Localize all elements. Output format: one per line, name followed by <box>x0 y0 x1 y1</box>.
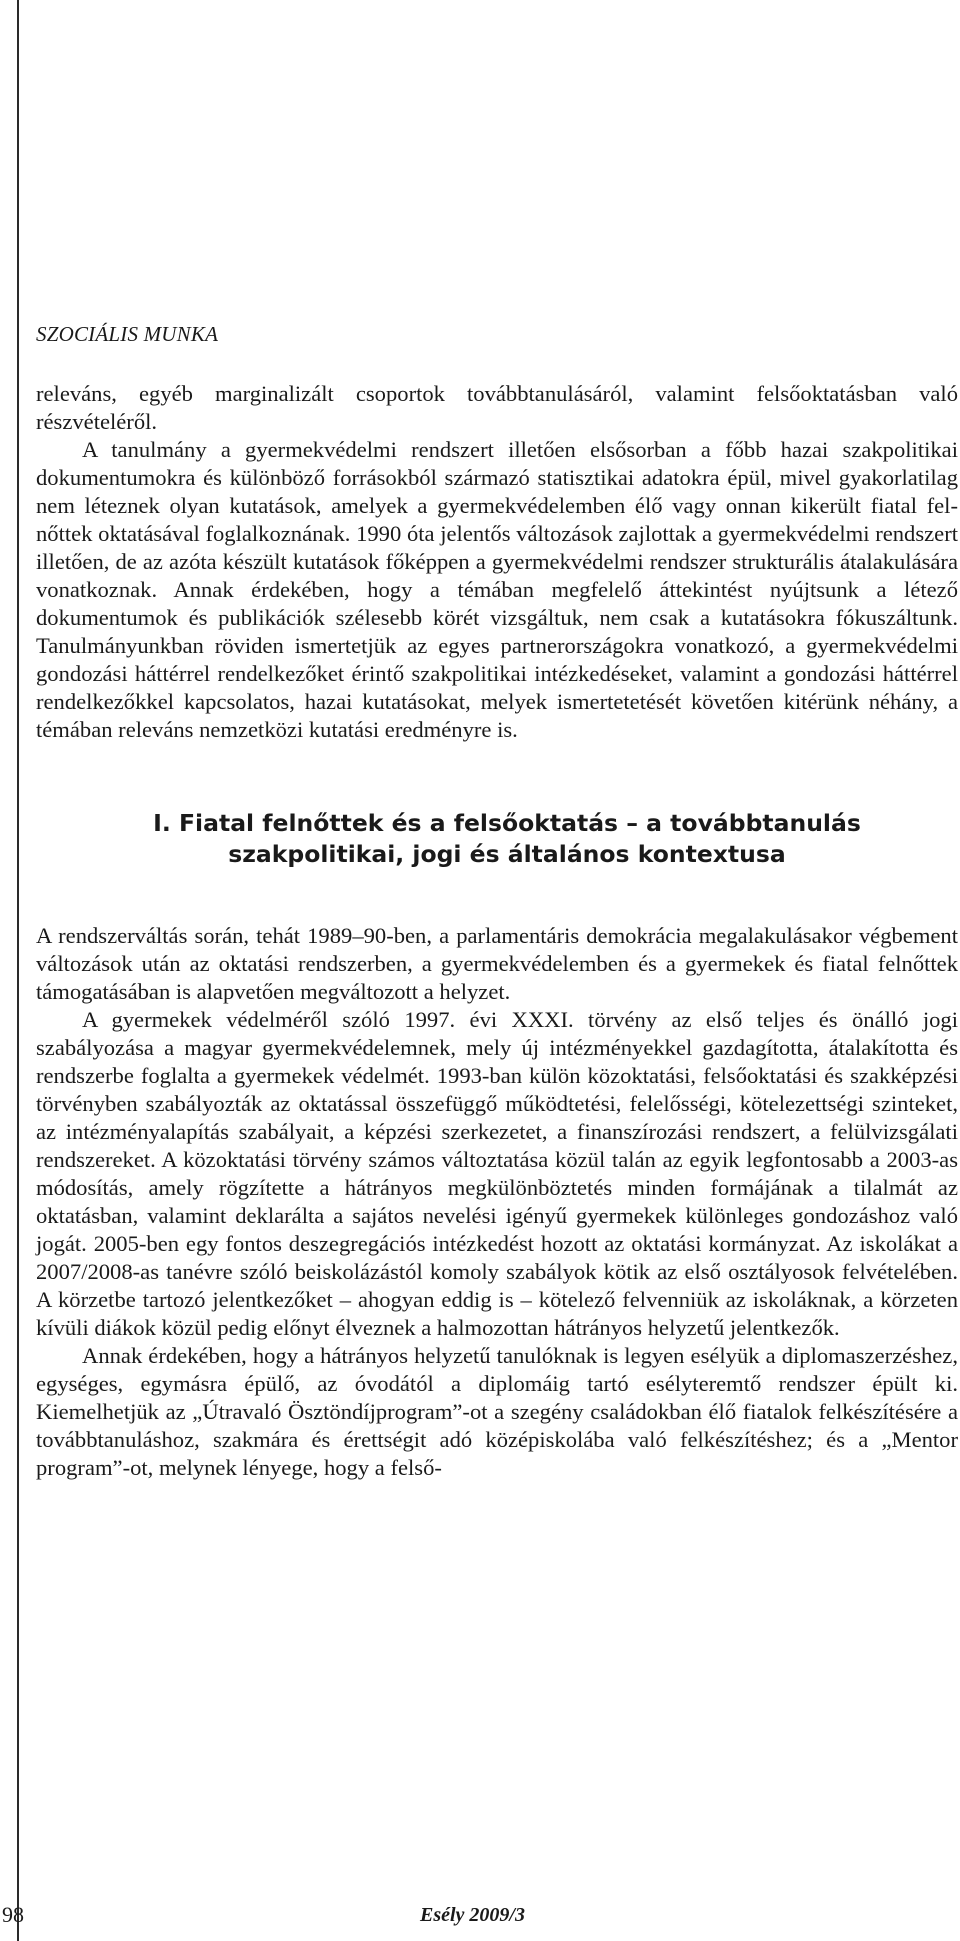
section-heading <box>36 808 958 870</box>
paragraph: Annak érdekében, hogy a hátrányos helyzetű tanulóknak is legyen esélyük a diplomaszerzéshez, egységes, egymásra épülő, az óvodától a diplomáig tartó esélyteremtő rendszer épült ki. Kiemelhetjük az „Útravaló Ösztöndíjprogram”-ot a szegény családokban élő fiatalok felkészítésére a továbbtanuláshoz, szakmára és érettségit adó középiskolába való felkészítéshez; és a „Mentor program”-ot, melynek lényege, hogy a felső- <box>36 1343 958 1480</box>
paragraph: A tanulmány a gyermekvédelmi rendszert illetően elsősorban a főbb hazai szakpolitikai dokumentumokra és különböző forrásokból származó statisztikai adatokra épül, mivel gyakorlatilag nem léteznek olyan kutatások, amelyek a gyermekvédelemben élő vagy onnan kikerült fiatal felnőttek oktatásával foglalkoznának. 1990 óta jelentős változások zajlottak a gyermekvédelmi rendszert illetően, de az azóta készült kutatások főképpen a gyermekvédelmi rendszer strukturális átalakulására vonatkoznak. Annak érdekében, hogy a témában megfelelő áttekintést nyújtsunk a létező dokumentumok és publikációk szélesebb körét vizsgáltuk, nem csak a kutatásokra fókuszáltunk. Tanulmányunkban röviden ismertetjük az egyes partnerországokra vonatkozó, a gyermekvédelmi gondozási háttérrel rendelkezőket érintő szakpolitikai intézkedéseket, valamint a gondozási háttérrel rendelkezőkkel kapcsolatos, hazai kutatásokat, melyek ismertetetését követően kitérünk néhány, a témában releváns nemzetközi kutatási eredményre is. <box>36 437 958 742</box>
paragraph: releváns, egyéb marginalizált csoportok továbbtanulásáról, valamint felsőoktatásban való részvételéről. <box>36 381 958 434</box>
section-heading-line: szakpolitikai, jogi és általános kontextusa <box>228 840 786 868</box>
article-body <box>36 380 958 1482</box>
page-number: 98 <box>2 1902 24 1927</box>
section-heading-line: I. Fiatal felnőttek és a felsőoktatás – a továbbtanulás <box>153 809 861 837</box>
page-edge-rule <box>17 0 19 1941</box>
journal-footer: Esély 2009/3 <box>420 1904 525 1926</box>
running-head: SZOCIÁLIS MUNKA <box>36 322 219 346</box>
paragraph: A gyermekek védelméről szóló 1997. évi XXXI. törvény az első teljes és önálló jogi szabályozása a magyar gyermekvédelemnek, mely új intézményekkel gazdagította, átalakította és rendszerbe foglalta a gyermekek védelmét. 1993-ban külön közoktatási, felsőoktatási és szakképzési törvényben szabályozták az oktatással összefüggő működtetési, felelősségi, kötelezettségi szinteket, az intézményalapítás szabályait, a képzési szerkezetet, a finanszírozási rendszert, a felülvizsgálati rendszereket. A közoktatási törvény számos változtatása közül talán az egyik legfontosabb a 2003-as módosítás, amely rögzítette a hátrányos megkülönböztetés minden formájának a tilalmát az oktatásban, valamint deklarálta a sajátos nevelési igényű gyermekek különleges gondozáshoz való jogát. 2005-ben egy fontos deszegregációs intézkedést hozott az oktatási kormányzat. Az iskolákat a 2007/2008-as tanévre szóló beiskolázástól komoly szabályok kötik az első osztályosok felvételében. A körzetbe tartozó jelentkezőket – ahogyan eddig is – kötelező felvenniük az iskoláknak, a körzeten kívüli diákok közül pedig előnyt élveznek a halmozottan hátrányos helyzetű jelentkezők. <box>36 1007 958 1340</box>
paragraph: A rendszerváltás során, tehát 1989–90-ben, a parlamentáris demokrácia megalakulásakor végbement változások után az oktatási rendszerben, a gyermekvédelemben és a gyermekek és fiatal felnőttek támogatásában is alapvetően megváltozott a helyzet. <box>36 923 958 1004</box>
